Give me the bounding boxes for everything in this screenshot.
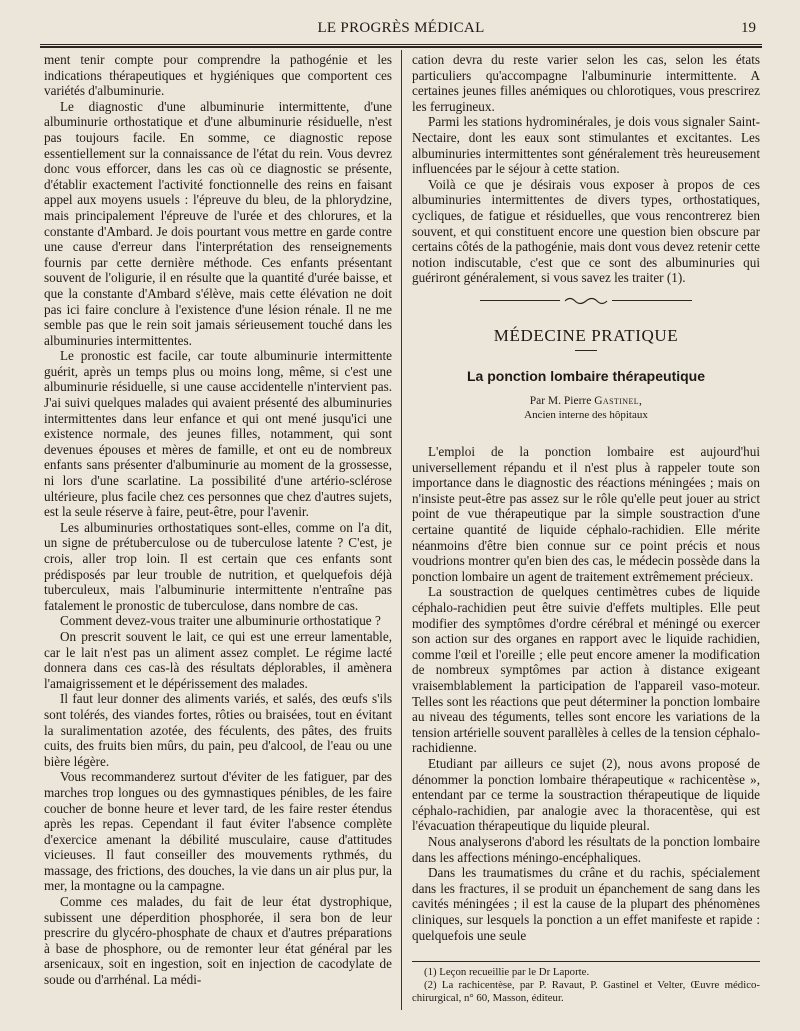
paragraph: Dans les traumatismes du crâne et du rachis, spécialement dans les fractures, il se produit un épanchement de sang dans les cavités méningées ; il est la cause de la plupart des phénomènes cliniques, sur lesquels la ponction a un effet manifeste et rapide : quelquefois une seule: [412, 865, 760, 943]
right-column: [412, 52, 760, 1005]
byline-prefix: Par M. Pierre: [529, 395, 592, 408]
flourish-icon: [564, 296, 608, 306]
header-rule: [40, 44, 762, 48]
section-dash: [575, 350, 597, 351]
footnote: (2) La rachicentèse, par P. Ravaut, P. Gastinel et Velter, Œuvre médico-chirurgical, n° 60, Masson, éditeur.: [412, 979, 760, 1005]
author-name: Gastinel,: [594, 395, 643, 408]
section-title: MÉDECINE PRATIQUE: [493, 325, 679, 345]
article-title: La ponction lombaire thérapeutique: [466, 367, 706, 384]
paragraph: La soustraction de quelques centimètres cubes de liquide céphalo-rachidien peut être suivie d'effets multiples. Elle peut modifier des symptômes d'ordre cérébral et méningé ou exercer son action sur des organes en rapport avec le liquide rachidien, comme l'œil et l'oreille ; elle peut encore amener la modification de nombreux symptômes par action à distance exigeant vraisemblablement la participation de l'appareil vaso-moteur. Telles sont les réactions que peut déterminer la ponction lombaire au niveau des téguments, telles sont encore les variations de la tension artérielle souvent parallèles à celles de la tension céphalo-rachidienne.: [412, 584, 760, 756]
footnote: (1) Leçon recueillie par le Dr Laporte.: [424, 966, 590, 979]
paragraph: Etudiant par ailleurs ce sujet (2), nous avons proposé de dénommer la ponction lombaire thérapeutique « rachicentèse », entendant par ce terme la soustraction thérapeutique de liquide céphalo-rachidien, par analogie avec la thoracentèse, qui est l'évacuation thérapeutique du liquide pleural.: [412, 755, 760, 834]
paragraph: Il faut leur donner des aliments variés, et salés, des œufs s'ils sont tolérés, des viandes fortes, rôties ou braisées, tout en évitant la suralimentation azotée, des féculents, des pâtes, des fruits cuits, des fruits bien mûrs, du pain, peu d'alcool, de l'eau ou une bière légère.: [44, 691, 392, 769]
paragraph: cation devra du reste varier selon les cas, selon les états particuliers qu'accompagne l'albuminurie intermittente. A certaines jeunes filles anémiques ou chlorotiques, vous prescrirez les ferrugineux.: [412, 52, 760, 114]
paragraph: Le diagnostic d'une albuminurie intermittente, d'une albuminurie orthostatique et d'une albuminurie résiduelle, n'est pas toujours facile. En somme, ce diagnostic repose essentiellement sur la connaissance de l'état du rein. Vous devrez donc vous efforcer, dans les cas où ce diagnostic se présente, d'établir exactement l'activité fonctionnelle des reins en faisant appel aux moyens usuels : l'épreuve du bleu, de la phlorydzine, mais principalement l'épreuve de l'urée et des chlorures, et la constante d'Ambard. Je dois pourtant vous mettre en garde contre une cause d'erreur dans l'interprétation des renseignements fournis par cette dernière méthode. Ces enfants présentant souvent de l'oligurie, il en résulte que la quantité d'urée baisse, et que la constante d'Ambard s'élève, mais cette élévation ne doit pas ici faire conclure à l'existence d'une lésion rénale. Il ne me semble pas que le rein soit jamais sérieusement touché dans les albuminuries intermittentes.: [44, 98, 392, 348]
paragraph: Voilà ce que je désirais vous exposer à propos de ces albuminuries intermittentes de divers types, orthostatiques, cycliques, de fatigue et résiduelles, que vous rencontrerez bien souvent, et qui constituent encore une question bien obscure par certains côtés de la pathogénie, mais dont vous devez retenir cette notion indiscutable, c'est que ce sont des albuminuries qui guériront généralement, si vous savez les traiter (1).: [412, 176, 760, 286]
paragraph: Parmi les stations hydrominérales, je dois vous signaler Saint-Nectaire, dont les eaux sont stimulantes et excitantes. Les albuminuries intermittentes sont généralement très heureusement influencées par le séjour à cette station.: [412, 114, 760, 177]
running-header: [40, 18, 762, 46]
byline: [412, 394, 760, 408]
paragraph: Les albuminuries orthostatiques sont-elles, comme on l'a dit, un signe de prétuberculose ou de tuberculose latente ? C'est, je crois, aller trop loin. Il est certain que ces enfants sont prédisposés par leur trouble de nutrition, et quelquefois déjà tuberculeux, mais l'albuminurie intermittente n'entraîne pas fatalement le pronostic de tuberculose, dans nombre de cas.: [44, 519, 392, 613]
author-role: Ancien interne des hôpitaux: [524, 409, 648, 422]
paragraph: L'emploi de la ponction lombaire est aujourd'hui universellement répandu et il n'est plus à rappeler toute son importance dans le diagnostic des réactions méningées ; mais on n'insiste peut-être pas assez sur le rôle qu'elle peut jouer au strict point de vue thérapeutique par la simple soustraction d'une certaine quantité de liquide céphalo-rachidien. Elle mérite néanmoins d'être bien connue sur ce point précis et nous voudrions montrer qu'en bien des cas, le médecin possède dans la ponction lombaire un agent de traitement extrêmement précieux.: [412, 444, 760, 584]
section-ornament: [412, 294, 760, 308]
paragraph: ment tenir compte pour comprendre la pathogénie et les indications thérapeutiques et hygiéniques que comportent ces variétés d'albuminurie.: [44, 52, 392, 99]
paragraph: Vous recommanderez surtout d'éviter de les fatiguer, par des marches trop longues ou des gymnastiques pénibles, de les faire coucher de bonne heure et lever tard, de les faire rester étendus après les repas. Cependant il faut éviter l'absence complète d'exercice amenant la débilité musculaire, cause d'attitudes vicieuses. Il faut conseiller des mouvements rythmés, du massage, des frictions, des douches, la vie dans un air plus pur, la mer, la montagne ou la campagne.: [44, 769, 392, 894]
page-number: 19: [741, 20, 756, 36]
paragraph: Comment devez-vous traiter une albuminurie orthostatique ?: [60, 613, 381, 629]
paragraph: Comme ces malades, du fait de leur état dystrophique, subissent une déperdition phosphorée, il sera bon de leur prescrire du glycéro-phosphate de chaux et d'autres préparations à base de phosphore, ou de remonter leur état général par les arsenicaux, soit en ingestion, soit en injection de cacodylate de soude ou d'arrhénal. La médi-: [44, 894, 392, 988]
journal-title: LE PROGRÈS MÉDICAL: [317, 20, 485, 36]
column-divider: [401, 50, 402, 1010]
footnotes: [412, 961, 760, 1005]
paragraph: On prescrit souvent le lait, ce qui est une erreur lamentable, car le lait n'est pas un aliment assez complet. Le régime lacté donnera dans ces cas-là des résultats déplorables, il amènera l'amaigrissement et le dépérissement des malades.: [44, 628, 392, 691]
paragraph: Nous analyserons d'abord les résultats de la ponction lombaire dans les affections méningo-encéphaliques.: [412, 833, 760, 865]
left-column: [44, 52, 392, 988]
paragraph: Le pronostic est facile, car toute albuminurie intermittente guérit, après un temps plus ou moins long, même, si c'est une albuminurie résiduelle, si une cause accidentelle n'intervient pas. J'ai suivi quelques malades qui avaient présenté des albuminuries intermittentes dans leur enfance et qui ont mené jusqu'ici une existence normale, des jeunes filles, notamment, qui sont devenues épouses et mères de famille, et ont eu de nombreux enfants sans présenter d'albuminurie au moment de la grossesse, ni lors d'une scarlatine. La possibilité d'une artério-sclérose ultérieure, plus facile chez ces personnes que chez d'autres sujets, est la seule réserve à faire, peut-être, pour l'avenir.: [44, 348, 392, 520]
